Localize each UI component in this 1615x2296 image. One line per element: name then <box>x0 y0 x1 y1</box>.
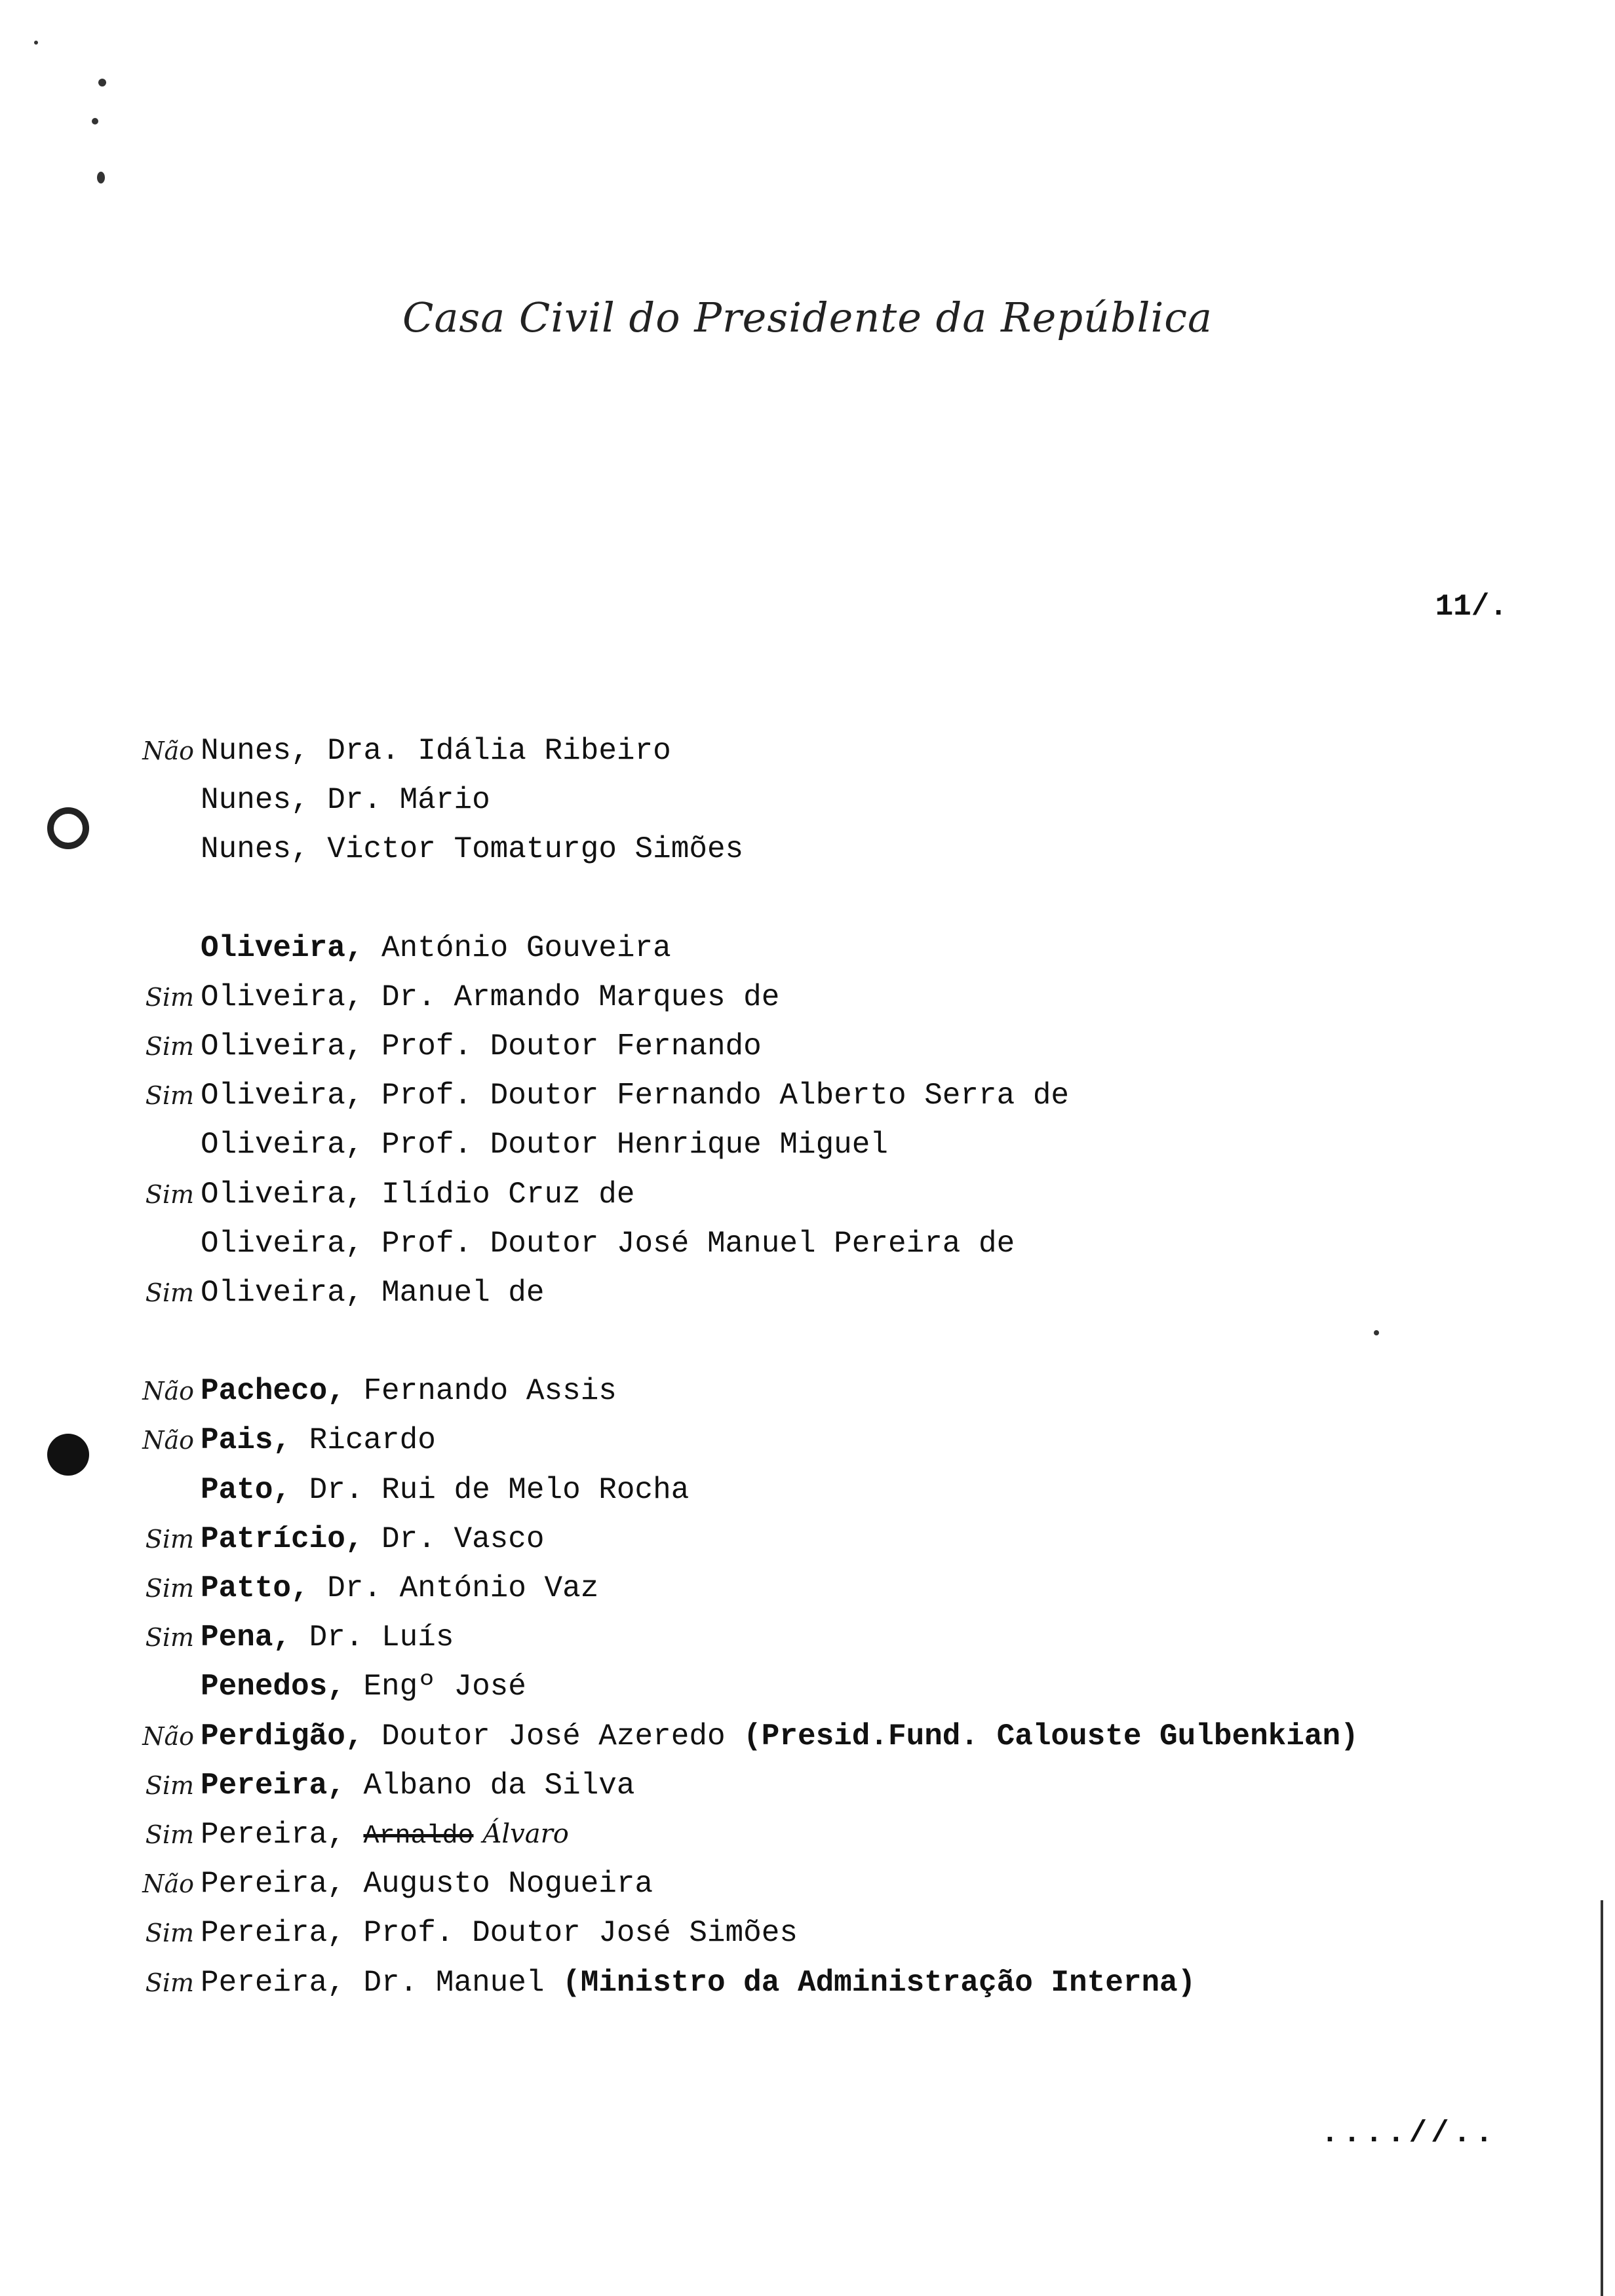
entry-text <box>201 1769 635 1803</box>
list-item <box>0 1177 1599 1223</box>
handwritten-mark: Sim <box>145 1574 194 1603</box>
handwritten-mark: Sim <box>145 1081 194 1110</box>
entry-text <box>201 1177 635 1212</box>
list-item <box>0 1522 1599 1568</box>
scan-speck <box>34 41 38 45</box>
entry-surname: Penedos, <box>201 1670 345 1704</box>
struck-out-name: Arnaldo <box>363 1822 474 1851</box>
entry-text <box>201 1227 1015 1261</box>
list-item <box>0 1029 1599 1075</box>
handwritten-mark: Não <box>142 1722 194 1751</box>
entry-text <box>201 1670 526 1704</box>
handwritten-mark: Não <box>142 1426 194 1455</box>
handwritten-mark: Sim <box>145 1032 194 1061</box>
entry-text <box>201 1571 598 1605</box>
scan-speck <box>92 118 98 124</box>
entry-text <box>201 1719 1359 1753</box>
entry-text <box>201 1818 569 1852</box>
entry-surname: Pereira, <box>201 1818 345 1852</box>
entry-note: (Ministro da Administração Interna) <box>562 1966 1196 2000</box>
entry-text <box>201 1079 1069 1113</box>
entry-given-names: Manuel de <box>363 1276 545 1310</box>
entry-text <box>201 1423 436 1457</box>
entry-surname: Oliveira, <box>201 1227 364 1261</box>
letterhead: Casa Civil do Presidente da República <box>402 294 1213 341</box>
list-item <box>0 1620 1599 1666</box>
entry-text <box>201 931 671 965</box>
list-item <box>0 931 1599 977</box>
entry-text <box>201 1916 798 1950</box>
page-number: 11/. <box>1435 590 1508 624</box>
entry-given-names: Prof. Doutor Henrique Miguel <box>363 1128 888 1162</box>
entry-given-names: Fernando Assis <box>345 1374 617 1408</box>
list-item <box>0 1966 1599 2012</box>
list-item <box>0 1769 1599 1814</box>
entry-surname: Oliveira, <box>201 1029 364 1063</box>
list-item <box>0 980 1599 1026</box>
entry-given-names: Dr. Mário <box>309 783 490 817</box>
entry-given-names: Prof. Doutor José Simões <box>345 1916 798 1950</box>
entry-surname: Nunes, <box>201 734 309 768</box>
list-item <box>0 1719 1599 1765</box>
entry-text <box>201 1473 689 1507</box>
entry-given-names: Dr. Manuel <box>345 1966 563 2000</box>
entry-surname: Oliveira, <box>201 1276 364 1310</box>
entry-given-names: Engº José <box>345 1670 526 1704</box>
handwritten-mark: Sim <box>145 1820 194 1849</box>
scan-speck <box>98 79 106 86</box>
entry-surname: Pacheco, <box>201 1374 345 1408</box>
scan-speck <box>97 172 105 183</box>
entry-text <box>201 980 779 1014</box>
entry-surname: Oliveira, <box>201 931 364 965</box>
entry-surname: Oliveira, <box>201 980 364 1014</box>
page-edge-line <box>1601 1900 1603 2296</box>
entry-surname: Pais, <box>201 1423 292 1457</box>
entry-surname: Oliveira, <box>201 1079 364 1113</box>
handwritten-mark: Sim <box>145 983 194 1012</box>
list-item <box>0 1079 1599 1124</box>
entry-given-names: Dr. Luís <box>291 1620 454 1655</box>
entry-surname: Perdigão, <box>201 1719 364 1753</box>
list-item <box>0 1374 1599 1420</box>
entry-surname: Pereira, <box>201 1966 345 2000</box>
entry-given-names: Dr. Rui de Melo Rocha <box>291 1473 690 1507</box>
entry-surname: Pena, <box>201 1620 292 1655</box>
handwritten-mark: Sim <box>145 1525 194 1554</box>
entry-given-names <box>345 1818 364 1852</box>
list-item <box>0 783 1599 829</box>
entry-given-names: Dr. Armando Marques de <box>363 980 780 1014</box>
entry-text <box>201 734 671 768</box>
entry-given-names: Dr. Vasco <box>363 1522 545 1556</box>
handwritten-mark: Sim <box>145 1623 194 1652</box>
list-item <box>0 1227 1599 1272</box>
entry-text <box>201 1620 454 1655</box>
handwritten-mark: Sim <box>145 1771 194 1800</box>
handwritten-mark: Sim <box>145 1180 194 1209</box>
entry-given-names: Prof. Doutor José Manuel Pereira de <box>363 1227 1015 1261</box>
handwritten-mark: Sim <box>145 1968 194 1997</box>
entry-given-names: Doutor José Azeredo <box>363 1719 744 1753</box>
entry-given-names: Ricardo <box>291 1423 436 1457</box>
entry-given-names: Albano da Silva <box>345 1769 635 1803</box>
entry-surname: Patto, <box>201 1571 309 1605</box>
entry-surname: Pereira, <box>201 1769 345 1803</box>
list-item <box>0 1423 1599 1469</box>
list-item <box>0 1473 1599 1519</box>
entry-text <box>201 1029 762 1063</box>
list-item <box>0 1916 1599 1962</box>
scan-speck <box>1374 1330 1379 1335</box>
entry-text <box>201 783 490 817</box>
list-item <box>0 1670 1599 1715</box>
entry-text <box>201 1374 617 1408</box>
entry-surname: Pereira, <box>201 1916 345 1950</box>
entry-given-names: António Gouveira <box>363 931 671 965</box>
entry-surname: Pereira, <box>201 1867 345 1901</box>
handwritten-mark: Não <box>142 737 194 765</box>
list-item <box>0 1818 1599 1864</box>
entry-given-names: Victor Tomaturgo Simões <box>309 832 744 866</box>
entry-given-names: Ilídio Cruz de <box>363 1177 635 1212</box>
handwritten-mark: Sim <box>145 1919 194 1947</box>
entry-surname: Nunes, <box>201 832 309 866</box>
list-item <box>0 832 1599 878</box>
entry-surname: Oliveira, <box>201 1128 364 1162</box>
entry-text <box>201 1522 545 1556</box>
list-item <box>0 1867 1599 1913</box>
handwritten-mark: Não <box>142 1869 194 1898</box>
list-item <box>0 1128 1599 1174</box>
entry-given-names: Dr. António Vaz <box>309 1571 599 1605</box>
entry-text <box>201 1966 1196 2000</box>
entry-text <box>201 1128 888 1162</box>
list-item <box>0 1571 1599 1617</box>
handwritten-mark: Não <box>142 1377 194 1406</box>
entry-surname: Pato, <box>201 1473 292 1507</box>
entry-text <box>201 832 743 866</box>
handwritten-mark: Sim <box>145 1278 194 1307</box>
entry-given-names: Dra. Idália Ribeiro <box>309 734 671 768</box>
continuation-marker: ....//.. <box>1321 2116 1497 2151</box>
entry-note: (Presid.Fund. Calouste Gulbenkian) <box>743 1719 1359 1753</box>
entry-given-names: Prof. Doutor Fernando <box>363 1029 762 1063</box>
entry-surname: Patrício, <box>201 1522 364 1556</box>
entry-given-names: Prof. Doutor Fernando Alberto Serra de <box>363 1079 1070 1113</box>
entry-surname: Nunes, <box>201 783 309 817</box>
entry-given-names: Augusto Nogueira <box>345 1867 653 1901</box>
list-item <box>0 734 1599 780</box>
entry-surname: Oliveira, <box>201 1177 364 1212</box>
handwritten-correction: Álvaro <box>482 1819 569 1849</box>
entry-text <box>201 1276 545 1310</box>
list-item <box>0 1276 1599 1322</box>
entry-text <box>201 1867 653 1901</box>
